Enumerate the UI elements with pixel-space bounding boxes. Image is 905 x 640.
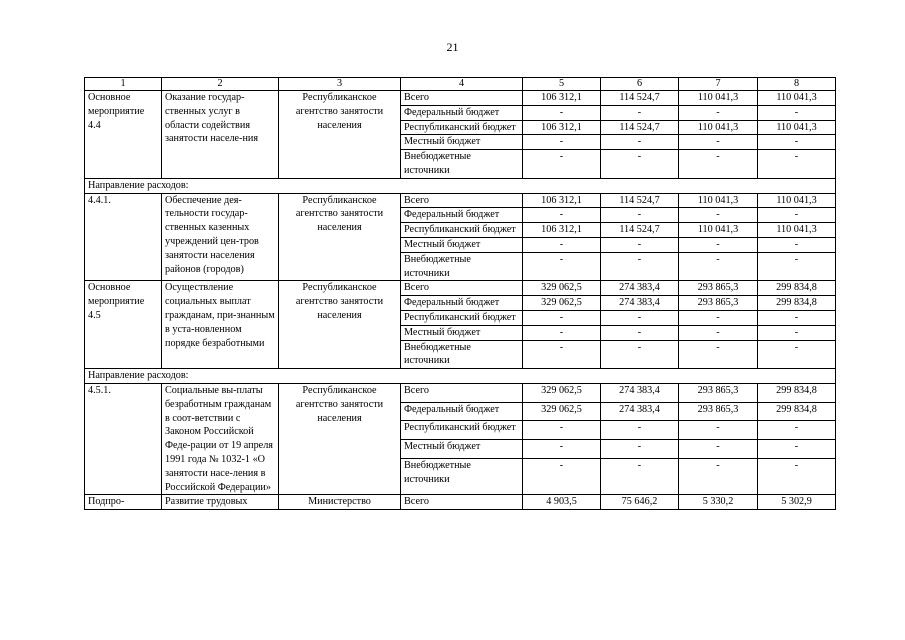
responsible-executor: Республиканское агентство занятости населения — [279, 193, 401, 281]
activity-name: Социальные вы-платы безработным гражданам в соот-ветствии с Законом Российской Феде-рации от 19 апреля 1991 года № 1032-1 «О занятости насе-ления в Российской Федерации» — [162, 383, 279, 494]
value-cell: - — [758, 150, 836, 179]
funding-source: Всего — [401, 383, 523, 402]
funding-source: Местный бюджет — [401, 237, 523, 252]
responsible-executor: Республиканское агентство занятости населения — [279, 281, 401, 369]
value-cell: 110 041,3 — [758, 120, 836, 135]
value-cell: - — [523, 459, 601, 495]
funding-source: Внебюджетные источники — [401, 459, 523, 495]
value-cell: 106 312,1 — [523, 91, 601, 106]
value-cell: 293 865,3 — [679, 281, 758, 296]
funding-source: Федеральный бюджет — [401, 296, 523, 311]
value-cell: 299 834,8 — [758, 402, 836, 421]
value-cell: - — [523, 310, 601, 325]
budget-table — [84, 77, 836, 510]
page-number: 21 — [446, 40, 459, 54]
table-row — [85, 383, 836, 402]
value-cell: - — [679, 252, 758, 281]
value-cell: - — [679, 208, 758, 223]
value-cell: - — [679, 105, 758, 120]
value-cell: - — [601, 208, 679, 223]
value-cell: 329 062,5 — [523, 296, 601, 311]
funding-source: Республиканский бюджет — [401, 223, 523, 238]
value-cell: - — [601, 340, 679, 369]
value-cell: - — [523, 150, 601, 179]
value-cell: 114 524,7 — [601, 223, 679, 238]
activity-name: Оказание государ-ственных услуг в области содействия занятости населе-ния — [162, 91, 279, 179]
value-cell: 110 041,3 — [758, 193, 836, 208]
funding-source: Федеральный бюджет — [401, 208, 523, 223]
value-cell: - — [758, 105, 836, 120]
activity-code: Основное мероприятие 4.4 — [85, 91, 162, 179]
value-cell: 293 865,3 — [679, 296, 758, 311]
responsible-executor: Республиканское агентство занятости населения — [279, 91, 401, 179]
responsible-executor: Республиканское агентство занятости населения — [279, 383, 401, 494]
value-cell: - — [601, 440, 679, 459]
value-cell: - — [758, 252, 836, 281]
value-cell: 293 865,3 — [679, 402, 758, 421]
table-row — [85, 91, 836, 106]
value-cell: 299 834,8 — [758, 296, 836, 311]
value-cell: - — [679, 310, 758, 325]
value-cell: - — [758, 208, 836, 223]
value-cell: 329 062,5 — [523, 402, 601, 421]
value-cell: - — [679, 440, 758, 459]
value-cell: - — [601, 150, 679, 179]
funding-source: Федеральный бюджет — [401, 105, 523, 120]
funding-source: Внебюджетные источники — [401, 150, 523, 179]
value-cell: - — [601, 105, 679, 120]
value-cell: - — [523, 421, 601, 440]
value-cell: - — [679, 325, 758, 340]
value-cell: - — [601, 135, 679, 150]
value-cell: 110 041,3 — [679, 193, 758, 208]
value-cell: - — [758, 340, 836, 369]
column-number-row — [85, 78, 836, 91]
value-cell: - — [523, 135, 601, 150]
value-cell: - — [523, 325, 601, 340]
value-cell: 329 062,5 — [523, 383, 601, 402]
column-number: 1 — [85, 78, 162, 91]
column-number: 7 — [679, 78, 758, 91]
funding-source: Внебюджетные источники — [401, 252, 523, 281]
column-number: 2 — [162, 78, 279, 91]
value-cell: - — [523, 237, 601, 252]
value-cell: 274 383,4 — [601, 281, 679, 296]
activity-code: Подпро- — [85, 495, 162, 510]
responsible-executor: Министерство — [279, 495, 401, 510]
activity-name: Осуществление социальных выплат гражданам, при-знанным в уста-новленном порядке безработными — [162, 281, 279, 369]
value-cell: 274 383,4 — [601, 383, 679, 402]
value-cell: 5 330,2 — [679, 495, 758, 510]
value-cell: 106 312,1 — [523, 223, 601, 238]
funding-source: Местный бюджет — [401, 135, 523, 150]
direction-row — [85, 178, 836, 193]
column-number: 8 — [758, 78, 836, 91]
column-number: 5 — [523, 78, 601, 91]
value-cell: - — [758, 310, 836, 325]
value-cell: - — [679, 459, 758, 495]
value-cell: 299 834,8 — [758, 281, 836, 296]
value-cell: - — [758, 325, 836, 340]
value-cell: - — [679, 135, 758, 150]
value-cell: - — [758, 459, 836, 495]
value-cell: - — [679, 340, 758, 369]
value-cell: 299 834,8 — [758, 383, 836, 402]
value-cell: 106 312,1 — [523, 193, 601, 208]
value-cell: - — [679, 150, 758, 179]
activity-code: 4.4.1. — [85, 193, 162, 281]
column-number: 3 — [279, 78, 401, 91]
value-cell: - — [601, 237, 679, 252]
funding-source: Внебюджетные источники — [401, 340, 523, 369]
value-cell: 4 903,5 — [523, 495, 601, 510]
value-cell: - — [758, 135, 836, 150]
value-cell: - — [758, 440, 836, 459]
value-cell: 114 524,7 — [601, 91, 679, 106]
table-row — [85, 495, 836, 510]
value-cell: 329 062,5 — [523, 281, 601, 296]
value-cell: 110 041,3 — [679, 120, 758, 135]
value-cell: 293 865,3 — [679, 383, 758, 402]
funding-source: Всего — [401, 495, 523, 510]
value-cell: - — [523, 440, 601, 459]
funding-source: Всего — [401, 193, 523, 208]
value-cell: - — [601, 252, 679, 281]
activity-code: Основное мероприятие 4.5 — [85, 281, 162, 369]
value-cell: 110 041,3 — [679, 91, 758, 106]
table-row — [85, 281, 836, 296]
value-cell: - — [601, 459, 679, 495]
value-cell: 110 041,3 — [679, 223, 758, 238]
funding-source: Республиканский бюджет — [401, 120, 523, 135]
value-cell: - — [523, 340, 601, 369]
funding-source: Федеральный бюджет — [401, 402, 523, 421]
value-cell: 110 041,3 — [758, 223, 836, 238]
value-cell: 274 383,4 — [601, 296, 679, 311]
activity-name: Обеспечение дея-тельности государ-ственных казенных учреждений цен-тров занятости населения районов (городов) — [162, 193, 279, 281]
value-cell: - — [758, 421, 836, 440]
value-cell: - — [679, 237, 758, 252]
value-cell: - — [601, 325, 679, 340]
direction-label: Направление расходов: — [85, 178, 836, 193]
direction-label: Направление расходов: — [85, 369, 836, 384]
value-cell: - — [679, 421, 758, 440]
funding-source: Республиканский бюджет — [401, 421, 523, 440]
value-cell: 114 524,7 — [601, 120, 679, 135]
funding-source: Всего — [401, 91, 523, 106]
table-row — [85, 193, 836, 208]
funding-source: Всего — [401, 281, 523, 296]
value-cell: - — [523, 105, 601, 120]
value-cell: 114 524,7 — [601, 193, 679, 208]
value-cell: - — [523, 208, 601, 223]
value-cell: - — [601, 421, 679, 440]
direction-row — [85, 369, 836, 384]
activity-name: Развитие трудовых — [162, 495, 279, 510]
value-cell: 106 312,1 — [523, 120, 601, 135]
funding-source: Местный бюджет — [401, 440, 523, 459]
value-cell: - — [601, 310, 679, 325]
funding-source: Республиканский бюджет — [401, 310, 523, 325]
activity-code: 4.5.1. — [85, 383, 162, 494]
column-number: 6 — [601, 78, 679, 91]
column-number: 4 — [401, 78, 523, 91]
value-cell: - — [523, 252, 601, 281]
value-cell: 274 383,4 — [601, 402, 679, 421]
funding-source: Местный бюджет — [401, 325, 523, 340]
value-cell: 75 646,2 — [601, 495, 679, 510]
value-cell: 5 302,9 — [758, 495, 836, 510]
value-cell: 110 041,3 — [758, 91, 836, 106]
value-cell: - — [758, 237, 836, 252]
